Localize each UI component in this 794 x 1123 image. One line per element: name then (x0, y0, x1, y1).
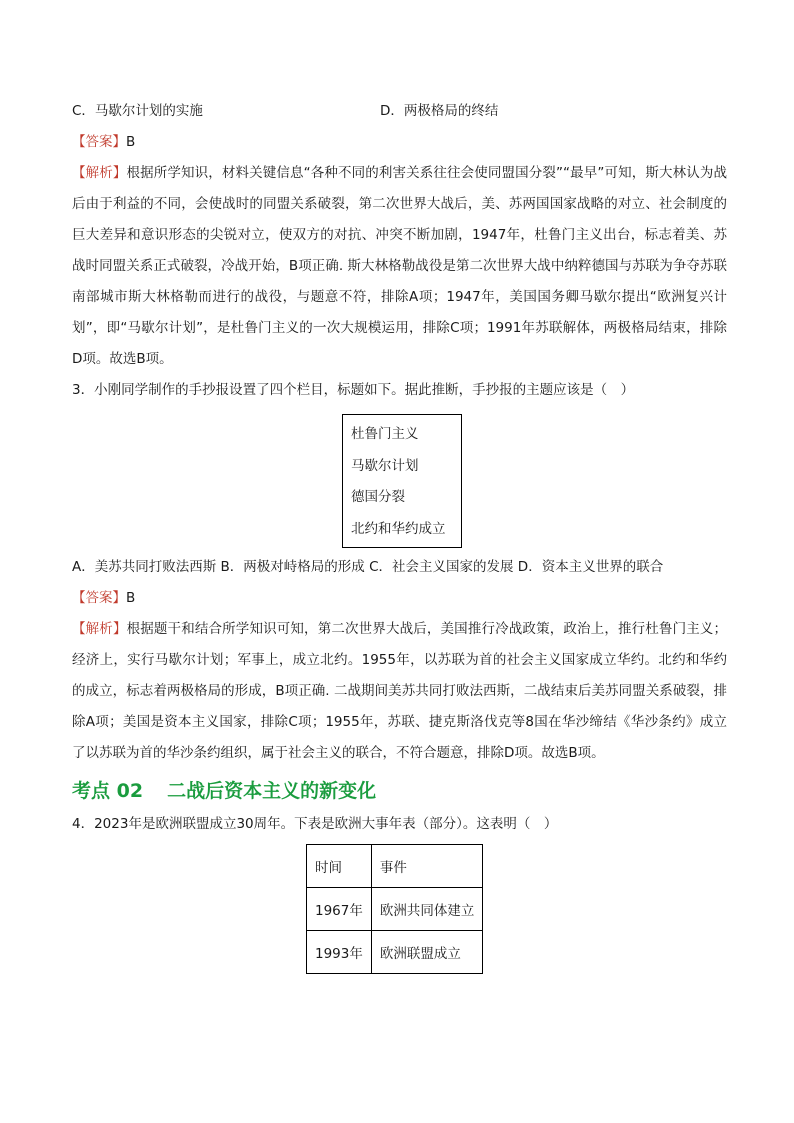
q2-answer (72, 127, 727, 158)
q2-analysis-tag: 【解析】 (72, 165, 127, 181)
q3-options: A．美苏共同打败法西斯 B．两极对峙格局的形成 C．社会主义国家的发展 D．资本主义世界的联合 (72, 559, 664, 575)
section-title: 二战后资本主义的新变化 (167, 780, 377, 802)
document-page (72, 96, 727, 974)
table-cell-time: 1993年 (307, 931, 372, 974)
section-label: 考点 02 (72, 780, 144, 802)
q3-analysis-text: 根据题干和结合所学知识可知，第二次世界大战后，美国推行冷战政策，政治上，推行杜鲁门主义；经济上，实行马歇尔计划；军事上，成立北约。1955年，以苏联为首的社会主义国家成立华约。北约和华约的成立，标志着两极格局的形成，B项正确. 二战期间美苏共同打败法西斯，二战结束后美苏同盟关系破裂，排除A项；美国是资本主义国家，排除C项；1955年，苏联、捷克斯洛伐克等8国在华沙缔结《华沙条约》成立了以苏联为首的华沙条约组织，属于社会主义的联合，不符合题意，排除D项。故选B项。 (72, 621, 728, 761)
q3-answer (72, 583, 727, 614)
q3-stem: 3．小刚同学制作的手抄报设置了四个栏目，标题如下。据此推断，手抄报的主题应该是（ ） (72, 382, 635, 398)
q3-column-3: 德国分裂 (351, 489, 405, 505)
table-row (307, 931, 483, 974)
table-row (307, 888, 483, 931)
q3-answer-value: B (126, 590, 136, 606)
section-heading (72, 773, 727, 809)
table-header-time: 时间 (307, 845, 372, 888)
q2-option-d: D．两极格局的终结 (380, 103, 499, 119)
q2-analysis-text: 根据所学知识，材料关键信息“各种不同的利害关系往往会使同盟国分裂”“最早”可知，斯大林认为战后由于利益的不同，会使战时的同盟关系破裂，第二次世界大战后，美、苏两国国家战略的对立、社会制度的巨大差异和意识形态的尖锐对立，使双方的对抗、冲突不断加剧，1947年，杜鲁门主义出台，标志着美、苏战时同盟关系正式破裂，冷战开始，B项正确. 斯大林格勒战役是第二次世界大战中纳粹德国与苏联为争夺苏联南部城市斯大林格勒而进行的战役，与题意不符，排除A项；1947年，美国国务卿马歇尔提出“欧洲复兴计划”，即“马歇尔计划”，是杜鲁门主义的一次大规模运用，排除C项；1991年苏联解体，两极格局结束，排除D项。故选B项。 (72, 165, 728, 367)
q3-analysis (72, 614, 727, 769)
q2-answer-value: B (126, 134, 136, 150)
q2-analysis (72, 158, 727, 375)
q3-answer-tag: 【答案】 (72, 590, 126, 606)
q3-columns-box (342, 414, 462, 548)
table-cell-event: 欧洲共同体建立 (371, 888, 483, 931)
q3-column-1: 杜鲁门主义 (351, 426, 419, 442)
q3-column-2: 马歇尔计划 (351, 457, 419, 474)
q2-answer-tag: 【答案】 (72, 134, 126, 150)
q3-analysis-tag: 【解析】 (72, 621, 127, 637)
q2-option-c: C．马歇尔计划的实施 (72, 103, 203, 119)
q4-stem: 4．2023年是欧洲联盟成立30周年。下表是欧洲大事年表（部分）。这表明（ ） (72, 816, 558, 832)
table-cell-time: 1967年 (307, 888, 372, 931)
table-header-event: 事件 (371, 845, 483, 888)
q4-event-table (306, 844, 483, 974)
q3-column-4: 北约和华约成立 (351, 520, 446, 537)
table-cell-event: 欧洲联盟成立 (371, 931, 483, 974)
table-header-row (307, 845, 483, 888)
q2-options (72, 96, 727, 127)
